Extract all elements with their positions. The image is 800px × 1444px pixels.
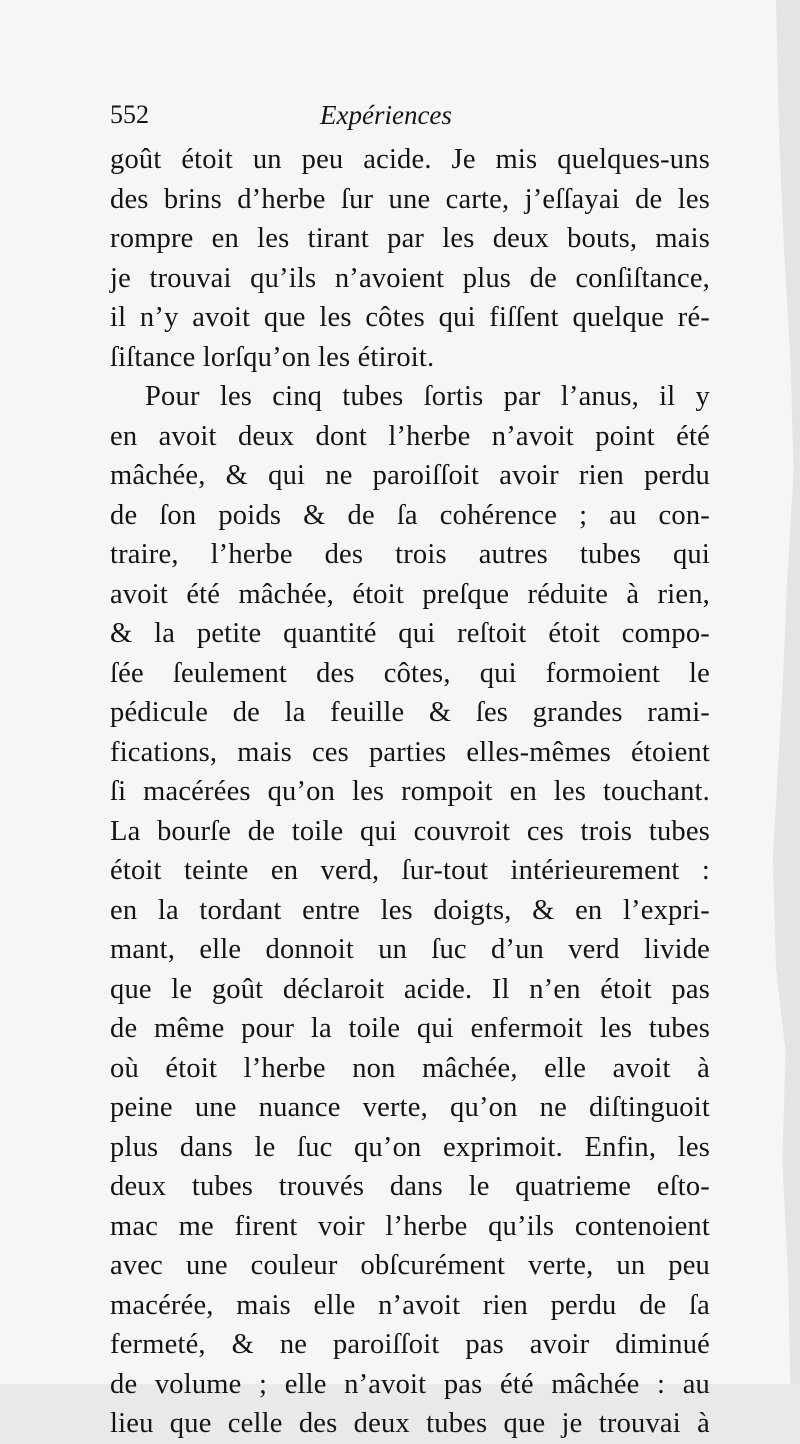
- text-line: mâchée, & qui ne paroiſſoit avoir rien perdu: [110, 460, 710, 491]
- text-line: des brins d’herbe ſur une carte, j’eſſayai de les: [110, 183, 710, 215]
- page-number: 552: [110, 100, 149, 129]
- text-line: avec une couleur obſcurément verte, un peu: [110, 1250, 710, 1281]
- text-line: de même pour la toile qui enfermoit les tubes: [110, 1013, 710, 1044]
- torn-page-edge: [720, 0, 800, 1384]
- text-line: en la tordant entre les doigts, & en l’expri-: [110, 894, 710, 926]
- text-line: en avoit deux dont l’herbe n’avoit point été: [110, 420, 710, 452]
- text-line: où étoit l’herbe non mâchée, elle avoit à: [110, 1052, 710, 1084]
- text-line: La bourſe de toile qui couvroit ces trois tubes: [110, 815, 710, 847]
- text-line: je trouvai qu’ils n’avoient plus de conſiſtance,: [110, 262, 710, 294]
- text-line: ſée ſeulement des côtes, qui formoient le: [110, 657, 710, 689]
- text-line: Pour les cinq tubes ſortis par l’anus, il y: [145, 381, 710, 412]
- text-line: rompre en les tirant par les deux bouts, mais: [110, 223, 710, 254]
- text-line: que le goût déclaroit acide. Il n’en étoit pas: [110, 973, 710, 1005]
- text-line: traire, l’herbe des trois autres tubes qui: [110, 539, 710, 570]
- page-header: [110, 100, 710, 140]
- text-line: avoit été mâchée, étoit preſque réduite à rien,: [110, 578, 710, 610]
- body-text: [110, 140, 710, 1444]
- text-line: peine une nuance verte, qu’on ne diſtinguoit: [110, 1092, 710, 1123]
- text-line: de volume ; elle n’avoit pas été mâchée : au: [110, 1368, 710, 1400]
- text-line: goût étoit un peu acide. Je mis quelques-uns: [110, 144, 710, 175]
- text-line: de ſon poids & de ſa cohérence ; au con-: [110, 499, 710, 531]
- text-line: ſi macérées qu’on les rompoit en les touchant.: [110, 776, 710, 807]
- text-line: fermeté, & ne paroiſſoit pas avoir diminué: [110, 1329, 710, 1360]
- text-line: mac me firent voir l’herbe qu’ils contenoient: [110, 1210, 710, 1242]
- text-line: fications, mais ces parties elles-mêmes étoient: [110, 736, 710, 768]
- text-line: deux tubes trouvés dans le quatrieme eſto-: [110, 1171, 710, 1202]
- text-line: & la petite quantité qui reſtoit étoit compo-: [110, 618, 710, 649]
- text-line: étoit teinte en verd, ſur-tout intérieurement :: [110, 855, 710, 886]
- running-head: Expériences: [320, 100, 452, 130]
- text-line: lieu que celle des deux tubes que je trouvai à: [110, 1408, 710, 1439]
- text-line: pédicule de la feuille & ſes grandes rami-: [110, 697, 710, 728]
- text-line: macérée, mais elle n’avoit rien perdu de ſa: [110, 1289, 710, 1321]
- text-line: il n’y avoit que les côtes qui fiſſent quelque ré-: [110, 302, 710, 333]
- text-line: plus dans le ſuc qu’on exprimoit. Enfin, les: [110, 1131, 710, 1163]
- text-line: ſiſtance lorſqu’on les étiroit.: [110, 341, 435, 373]
- text-line: mant, elle donnoit un ſuc d’un verd livide: [110, 934, 710, 965]
